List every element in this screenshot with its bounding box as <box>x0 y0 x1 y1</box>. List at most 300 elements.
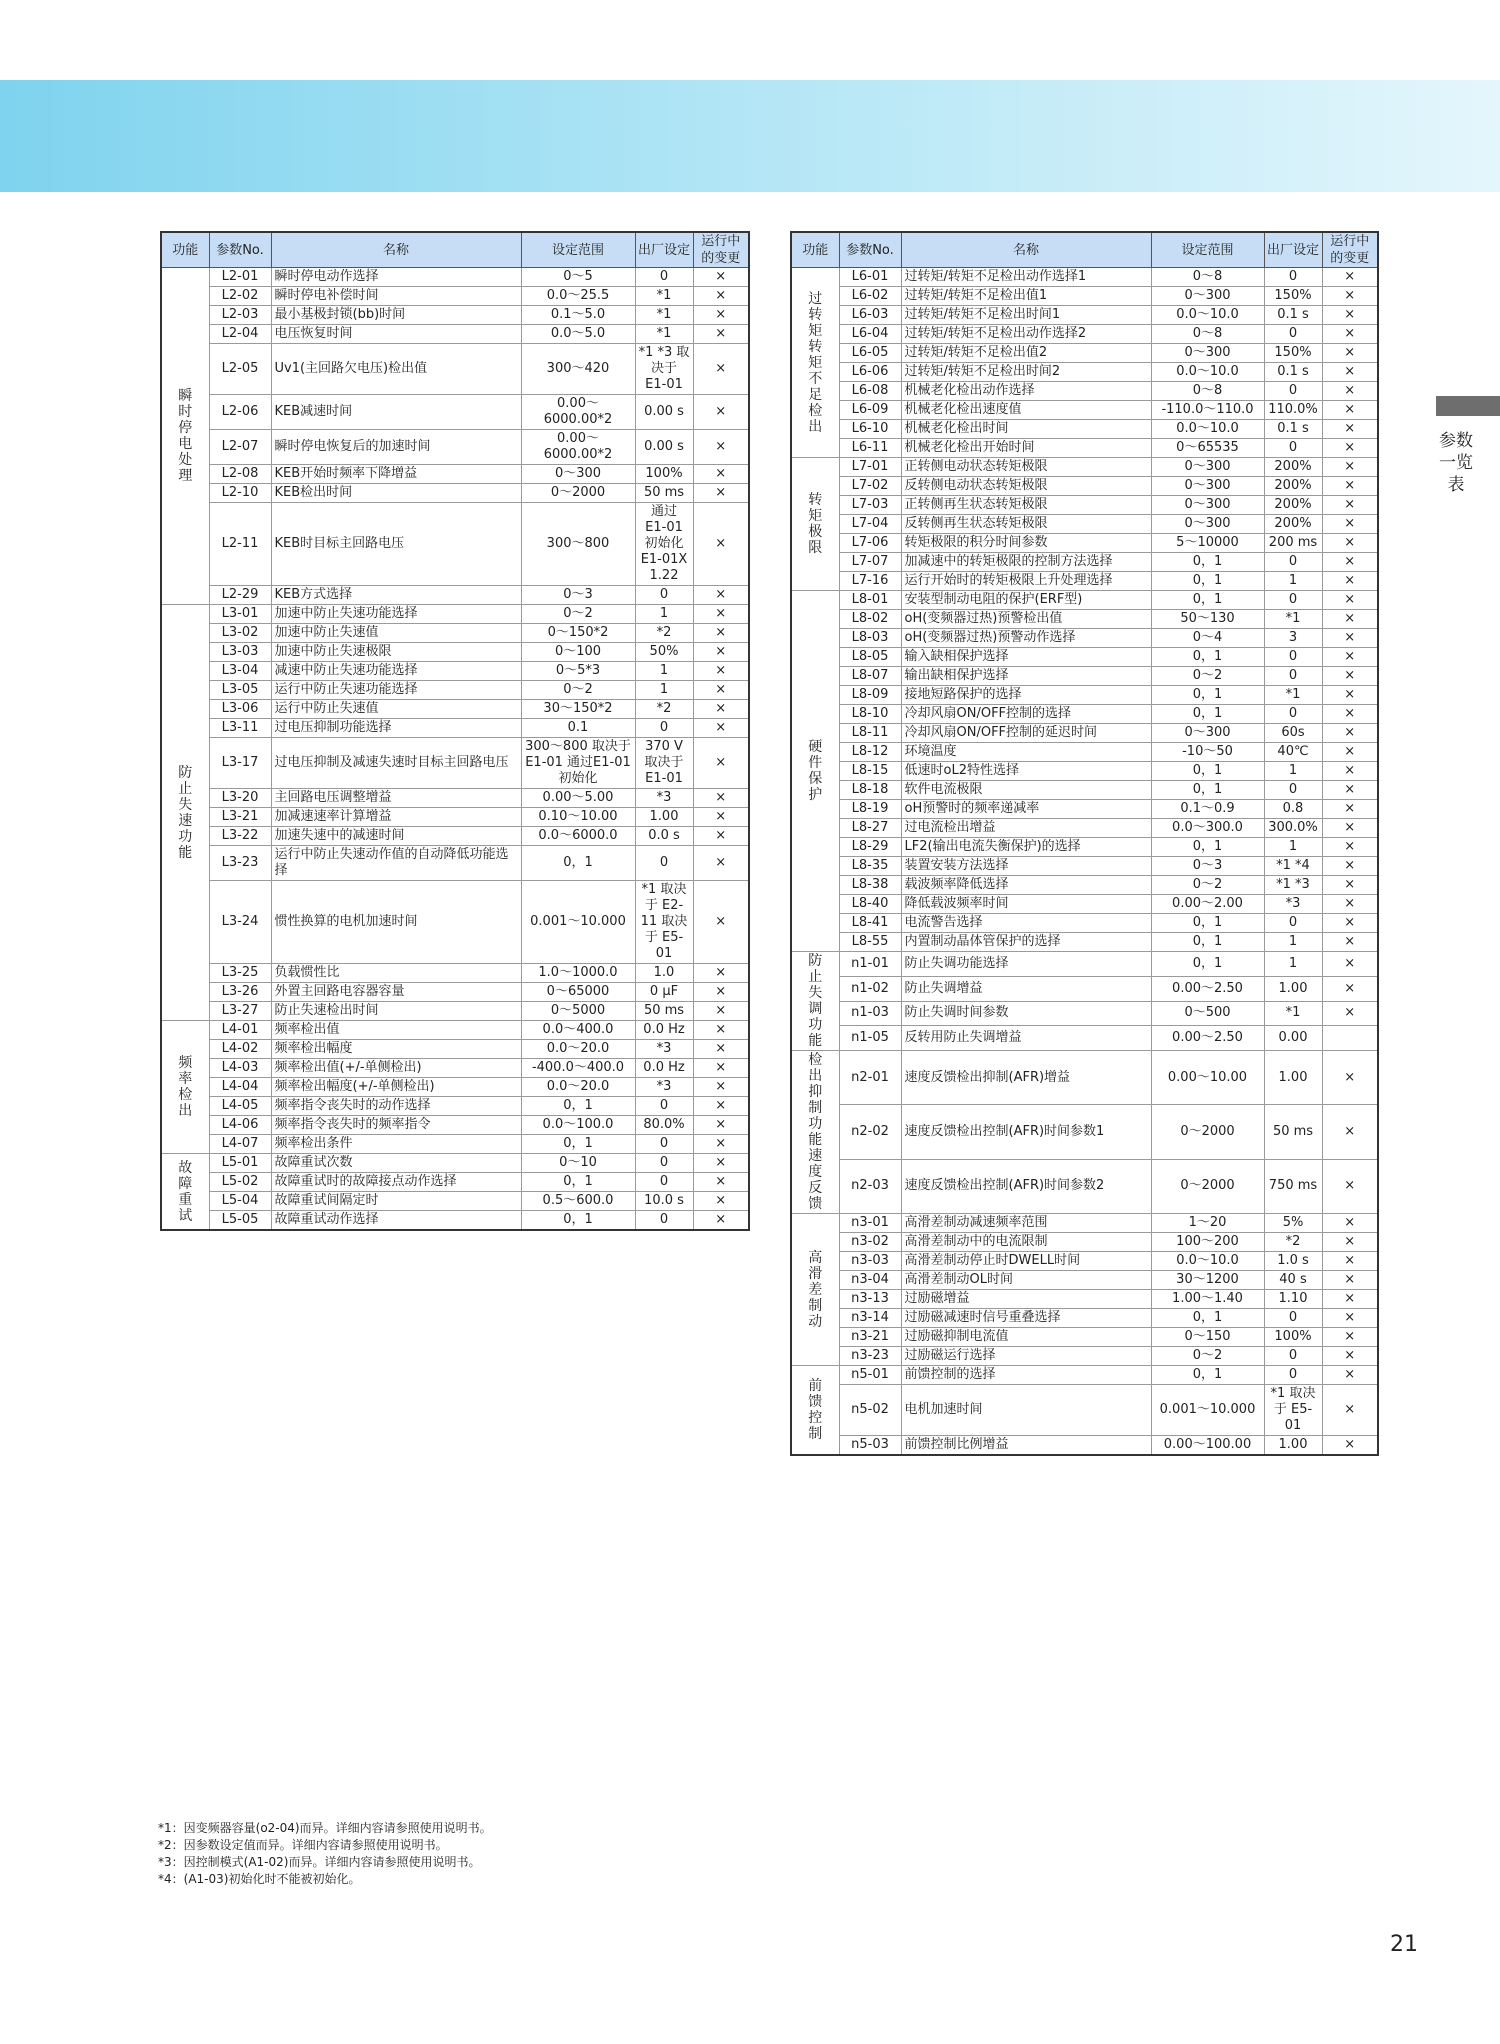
default-cell: 1.00 <box>1264 1051 1322 1105</box>
table-row <box>791 933 1378 952</box>
table-row <box>161 1040 749 1059</box>
table-row <box>791 876 1378 895</box>
function-group-label: 故障重试 <box>178 1159 193 1224</box>
range-cell: 0.0～20.0 <box>521 1078 635 1097</box>
table-row <box>161 1154 749 1173</box>
param-name-cell: 电压恢复时间 <box>271 325 521 344</box>
function-group-label: 防止失速功能 <box>178 764 193 861</box>
param-no-cell: L6-01 <box>839 268 901 287</box>
param-name-cell: 防止失调时间参数 <box>901 1001 1151 1026</box>
runtime-change-cell: × <box>1322 1436 1378 1456</box>
param-no-cell: L8-11 <box>839 724 901 743</box>
range-cell: 0.1～0.9 <box>1151 800 1264 819</box>
range-cell: 0，1 <box>521 1135 635 1154</box>
range-cell: 1.0～1000.0 <box>521 964 635 983</box>
param-name-cell: 输入缺相保护选择 <box>901 648 1151 667</box>
param-no-cell: L4-05 <box>209 1097 271 1116</box>
range-cell: 0.00～2.50 <box>1151 1026 1264 1051</box>
default-cell: 0.1 s <box>1264 363 1322 382</box>
default-cell: 1.0 s <box>1264 1252 1322 1271</box>
header-range: 设定范围 <box>521 232 635 268</box>
param-name-cell: 机械老化检出时间 <box>901 420 1151 439</box>
param-name-cell: 环境温度 <box>901 743 1151 762</box>
table-row <box>791 591 1378 610</box>
table-row <box>161 465 749 484</box>
table-row <box>791 610 1378 629</box>
runtime-change-cell: × <box>1322 268 1378 287</box>
runtime-change-cell: × <box>693 1059 749 1078</box>
function-group-label: 转矩极限 <box>808 492 823 556</box>
runtime-change-cell: × <box>1322 1105 1378 1159</box>
param-name-cell: 电流警告选择 <box>901 914 1151 933</box>
param-no-cell: L3-11 <box>209 719 271 738</box>
default-cell: *3 <box>635 1078 693 1097</box>
table-row <box>161 1059 749 1078</box>
default-cell: 0.0 Hz <box>635 1059 693 1078</box>
param-name-cell: 故障重试间隔定时 <box>271 1192 521 1211</box>
default-cell: 0 <box>635 1154 693 1173</box>
table-row <box>791 553 1378 572</box>
default-cell: 1.0 <box>635 964 693 983</box>
param-name-cell: 正转侧再生状态转矩极限 <box>901 496 1151 515</box>
table-row <box>791 477 1378 496</box>
param-name-cell: 频率检出值(+/-单侧检出) <box>271 1059 521 1078</box>
param-no-cell: L8-10 <box>839 705 901 724</box>
runtime-change-cell: × <box>693 1097 749 1116</box>
default-cell: 370 V 取决于 E1-01 <box>635 738 693 789</box>
table-row <box>161 846 749 881</box>
param-name-cell: 速度反馈检出抑制(AFR)增益 <box>901 1051 1151 1105</box>
range-cell: 0～3 <box>521 586 635 605</box>
table-body-left <box>161 268 749 1231</box>
runtime-change-cell: × <box>693 306 749 325</box>
param-name-cell: 冷却风扇ON/OFF控制的延迟时间 <box>901 724 1151 743</box>
runtime-change-cell: × <box>693 484 749 503</box>
param-name-cell: 防止失调功能选择 <box>901 952 1151 977</box>
param-no-cell: L3-22 <box>209 827 271 846</box>
default-cell: 0 <box>635 1097 693 1116</box>
param-no-cell: n1-01 <box>839 952 901 977</box>
param-no-cell: n1-05 <box>839 1026 901 1051</box>
table-row <box>791 743 1378 762</box>
footnote: *1：因变频器容量(o2-04)而异。详细内容请参照使用说明书。 <box>158 1821 492 1835</box>
range-cell: 300～420 <box>521 344 635 395</box>
runtime-change-cell: × <box>1322 1233 1378 1252</box>
range-cell: -400.0～400.0 <box>521 1059 635 1078</box>
runtime-change-cell: × <box>1322 572 1378 591</box>
default-cell: 0 <box>1264 268 1322 287</box>
runtime-change-cell: × <box>693 395 749 430</box>
param-no-cell: L2-04 <box>209 325 271 344</box>
function-group-cell <box>791 1051 839 1214</box>
runtime-change-cell: × <box>693 827 749 846</box>
runtime-change-cell: × <box>1322 287 1378 306</box>
param-no-cell: L5-01 <box>209 1154 271 1173</box>
range-cell: 0～2000 <box>1151 1105 1264 1159</box>
runtime-change-cell: × <box>1322 363 1378 382</box>
table-row <box>791 382 1378 401</box>
default-cell: 1.00 <box>1264 1436 1322 1456</box>
table-header-row <box>791 232 1378 268</box>
param-no-cell: L8-15 <box>839 762 901 781</box>
table-row <box>161 503 749 586</box>
param-no-cell: n3-02 <box>839 1233 901 1252</box>
runtime-change-cell: × <box>693 465 749 484</box>
range-cell: -10～50 <box>1151 743 1264 762</box>
param-no-cell: L4-07 <box>209 1135 271 1154</box>
range-cell: 0，1 <box>1151 952 1264 977</box>
param-name-cell: 高滑差制动中的电流限制 <box>901 1233 1151 1252</box>
default-cell: 150% <box>1264 344 1322 363</box>
header-range: 设定范围 <box>1151 232 1264 268</box>
range-cell: 0.00～5.00 <box>521 789 635 808</box>
param-name-cell: 过电流检出增益 <box>901 819 1151 838</box>
range-cell: 0～300 <box>1151 287 1264 306</box>
param-name-cell: KEB时目标主回路电压 <box>271 503 521 586</box>
default-cell: 0 <box>635 268 693 287</box>
param-no-cell: L8-38 <box>839 876 901 895</box>
param-name-cell: 运行中防止失速动作值的自动降低功能选择 <box>271 846 521 881</box>
default-cell: *2 <box>1264 1233 1322 1252</box>
param-name-cell: 故障重试次数 <box>271 1154 521 1173</box>
param-name-cell: 故障重试动作选择 <box>271 1211 521 1231</box>
param-name-cell: 高滑差制动停止时DWELL时间 <box>901 1252 1151 1271</box>
table-row <box>791 838 1378 857</box>
param-no-cell: L4-04 <box>209 1078 271 1097</box>
runtime-change-cell: × <box>1322 306 1378 325</box>
default-cell: 0 <box>1264 667 1322 686</box>
table-row <box>791 1385 1378 1436</box>
header-band <box>0 80 1500 192</box>
table-row <box>791 857 1378 876</box>
param-name-cell: 频率检出幅度 <box>271 1040 521 1059</box>
table-row <box>161 325 749 344</box>
range-cell: 0.00～6000.00*2 <box>521 430 635 465</box>
runtime-change-cell: × <box>1322 1309 1378 1328</box>
param-name-cell: LF2(输出电流失衡保护)的选择 <box>901 838 1151 857</box>
param-no-cell: L8-12 <box>839 743 901 762</box>
table-row <box>161 789 749 808</box>
param-no-cell: L8-07 <box>839 667 901 686</box>
range-cell: 0～8 <box>1151 325 1264 344</box>
runtime-change-cell: × <box>693 700 749 719</box>
runtime-change-cell: × <box>1322 743 1378 762</box>
param-no-cell: n3-14 <box>839 1309 901 1328</box>
default-cell: 0.00 s <box>635 430 693 465</box>
runtime-change-cell: × <box>693 719 749 738</box>
range-cell: 0～3 <box>1151 857 1264 876</box>
table-row <box>791 686 1378 705</box>
param-name-cell: oH(变频器过热)预警动作选择 <box>901 629 1151 648</box>
param-name-cell: 防止失调增益 <box>901 976 1151 1001</box>
range-cell: 0～8 <box>1151 382 1264 401</box>
param-name-cell: 惯性换算的电机加速时间 <box>271 881 521 964</box>
range-cell: 0，1 <box>521 1097 635 1116</box>
header-runtime-change: 运行中的变更 <box>1322 232 1378 268</box>
range-cell: 0.0～10.0 <box>1151 1252 1264 1271</box>
range-cell: 0，1 <box>521 1173 635 1192</box>
param-name-cell: 接地短路保护的选择 <box>901 686 1151 705</box>
runtime-change-cell: × <box>693 738 749 789</box>
param-no-cell: L5-05 <box>209 1211 271 1231</box>
param-no-cell: L7-02 <box>839 477 901 496</box>
default-cell: 0.0 Hz <box>635 1021 693 1040</box>
table-row <box>791 781 1378 800</box>
range-cell: 0.0～400.0 <box>521 1021 635 1040</box>
param-no-cell: L4-03 <box>209 1059 271 1078</box>
range-cell: 1.00～1.40 <box>1151 1290 1264 1309</box>
param-no-cell: L6-02 <box>839 287 901 306</box>
default-cell: 0 <box>635 1135 693 1154</box>
default-cell: 50 ms <box>635 484 693 503</box>
runtime-change-cell: × <box>1322 667 1378 686</box>
default-cell: 0 <box>635 846 693 881</box>
default-cell: *1 *3 <box>1264 876 1322 895</box>
runtime-change-cell: × <box>1322 952 1378 977</box>
param-name-cell: oH预警时的频率递减率 <box>901 800 1151 819</box>
runtime-change-cell: × <box>1322 515 1378 534</box>
param-no-cell: L8-02 <box>839 610 901 629</box>
default-cell: 0 <box>635 1173 693 1192</box>
table-row <box>791 1347 1378 1366</box>
param-name-cell: 过励磁抑制电流值 <box>901 1328 1151 1347</box>
param-no-cell: L7-03 <box>839 496 901 515</box>
param-no-cell: L3-26 <box>209 983 271 1002</box>
param-no-cell: L2-07 <box>209 430 271 465</box>
default-cell: 0 <box>1264 914 1322 933</box>
default-cell: 5% <box>1264 1214 1322 1233</box>
range-cell: 30～1200 <box>1151 1271 1264 1290</box>
table-body-right <box>791 268 1378 1456</box>
default-cell: 1 <box>1264 762 1322 781</box>
range-cell: 0.0～100.0 <box>521 1116 635 1135</box>
table-row <box>791 1271 1378 1290</box>
table-row <box>791 952 1378 977</box>
runtime-change-cell: × <box>1322 1159 1378 1213</box>
default-cell: 0.00 s <box>635 395 693 430</box>
function-group-cell <box>161 1021 209 1154</box>
range-cell: 0，1 <box>1151 781 1264 800</box>
runtime-change-cell: × <box>1322 686 1378 705</box>
table-row <box>791 496 1378 515</box>
range-cell: 0～2000 <box>1151 1159 1264 1213</box>
default-cell: 1.10 <box>1264 1290 1322 1309</box>
runtime-change-cell: × <box>1322 976 1378 1001</box>
runtime-change-cell: × <box>693 662 749 681</box>
default-cell: *3 <box>635 789 693 808</box>
range-cell: 0.00～6000.00*2 <box>521 395 635 430</box>
runtime-change-cell: × <box>693 344 749 395</box>
runtime-change-cell: × <box>1322 629 1378 648</box>
param-no-cell: L4-01 <box>209 1021 271 1040</box>
runtime-change-cell: × <box>693 624 749 643</box>
range-cell: 0～300 <box>1151 515 1264 534</box>
function-group-label: 高滑差制动 <box>808 1249 823 1330</box>
default-cell: 0 <box>1264 325 1322 344</box>
param-name-cell: 运行开始时的转矩极限上升处理选择 <box>901 572 1151 591</box>
table-row <box>791 363 1378 382</box>
range-cell: 0，1 <box>1151 933 1264 952</box>
function-group-label: 防止失调功能 <box>808 953 823 1049</box>
runtime-change-cell: × <box>1322 439 1378 458</box>
table-row <box>161 1116 749 1135</box>
param-no-cell: L5-04 <box>209 1192 271 1211</box>
range-cell: 0，1 <box>521 846 635 881</box>
range-cell: 0～5 <box>521 268 635 287</box>
range-cell: 0.0～6000.0 <box>521 827 635 846</box>
default-cell: 1 <box>635 605 693 624</box>
runtime-change-cell: × <box>693 1135 749 1154</box>
param-name-cell: 电机加速时间 <box>901 1385 1151 1436</box>
runtime-change-cell: × <box>1322 591 1378 610</box>
default-cell: *1 <box>1264 610 1322 629</box>
param-name-cell: KEB检出时间 <box>271 484 521 503</box>
param-no-cell: L6-08 <box>839 382 901 401</box>
runtime-change-cell: × <box>693 325 749 344</box>
runtime-change-cell: × <box>1322 1001 1378 1026</box>
default-cell: 40℃ <box>1264 743 1322 762</box>
param-no-cell: L8-35 <box>839 857 901 876</box>
range-cell: 0，1 <box>1151 1309 1264 1328</box>
header-name: 名称 <box>901 232 1151 268</box>
default-cell: 1 <box>1264 572 1322 591</box>
param-name-cell: 加速失速中的减速时间 <box>271 827 521 846</box>
param-name-cell: KEB开始时频率下降增益 <box>271 465 521 484</box>
param-name-cell: KEB减速时间 <box>271 395 521 430</box>
range-cell: 100～200 <box>1151 1233 1264 1252</box>
table-row <box>791 534 1378 553</box>
range-cell: 0～300 <box>1151 477 1264 496</box>
param-no-cell: L3-06 <box>209 700 271 719</box>
table-row <box>161 1135 749 1154</box>
range-cell: 0～2 <box>1151 667 1264 686</box>
param-name-cell: 过转矩/转矩不足检出动作选择1 <box>901 268 1151 287</box>
range-cell: 0，1 <box>1151 553 1264 572</box>
param-no-cell: L3-17 <box>209 738 271 789</box>
param-name-cell: 过转矩/转矩不足检出动作选择2 <box>901 325 1151 344</box>
param-name-cell: 负载惯性比 <box>271 964 521 983</box>
param-name-cell: 内置制动晶体管保护的选择 <box>901 933 1151 952</box>
function-group-cell <box>791 1366 839 1456</box>
param-name-cell: 加速中防止失速值 <box>271 624 521 643</box>
param-no-cell: L4-06 <box>209 1116 271 1135</box>
param-no-cell: L8-41 <box>839 914 901 933</box>
runtime-change-cell: × <box>693 1192 749 1211</box>
function-group-label: 频率检出 <box>178 1055 193 1119</box>
table-row <box>791 1290 1378 1309</box>
header-param-no: 参数No. <box>839 232 901 268</box>
runtime-change-cell: × <box>693 287 749 306</box>
table-row <box>161 344 749 395</box>
param-no-cell: n2-03 <box>839 1159 901 1213</box>
param-no-cell: n5-03 <box>839 1436 901 1456</box>
default-cell: 10.0 s <box>635 1192 693 1211</box>
param-name-cell: Uv1(主回路欠电压)检出值 <box>271 344 521 395</box>
param-name-cell: 反转侧电动状态转矩极限 <box>901 477 1151 496</box>
runtime-change-cell: × <box>1322 325 1378 344</box>
range-cell: 0～10 <box>521 1154 635 1173</box>
runtime-change-cell: × <box>1322 876 1378 895</box>
default-cell: *3 <box>1264 895 1322 914</box>
default-cell: 0 <box>1264 1347 1322 1366</box>
function-group-cell <box>791 1214 839 1366</box>
param-name-cell: 速度反馈检出控制(AFR)时间参数1 <box>901 1105 1151 1159</box>
param-no-cell: L3-03 <box>209 643 271 662</box>
table-row <box>791 325 1378 344</box>
param-name-cell: 加速中防止失速极限 <box>271 643 521 662</box>
param-no-cell: L3-25 <box>209 964 271 983</box>
range-cell: 0～4 <box>1151 629 1264 648</box>
runtime-change-cell: × <box>1322 933 1378 952</box>
function-group-cell <box>161 268 209 605</box>
table-row <box>161 287 749 306</box>
runtime-change-cell: × <box>1322 838 1378 857</box>
default-cell: 110.0% <box>1264 401 1322 420</box>
parameter-table-right <box>790 231 1379 1456</box>
param-name-cell: 降低载波频率时间 <box>901 895 1151 914</box>
table-row <box>161 738 749 789</box>
table-row <box>161 827 749 846</box>
default-cell: *1 <box>635 325 693 344</box>
runtime-change-cell: × <box>693 1173 749 1192</box>
default-cell: *1 <box>1264 686 1322 705</box>
table-row <box>161 643 749 662</box>
runtime-change-cell: × <box>693 503 749 586</box>
param-no-cell: L6-10 <box>839 420 901 439</box>
runtime-change-cell: × <box>1322 1385 1378 1436</box>
runtime-change-cell: × <box>1322 1347 1378 1366</box>
runtime-change-cell <box>1322 1026 1378 1051</box>
function-group-label: 检出抑制功能 速度反馈 <box>808 1052 823 1212</box>
range-cell: 0.00～2.50 <box>1151 976 1264 1001</box>
runtime-change-cell: × <box>693 789 749 808</box>
table-row <box>791 1366 1378 1385</box>
param-name-cell: KEB方式选择 <box>271 586 521 605</box>
table-row <box>161 624 749 643</box>
param-no-cell: n1-02 <box>839 976 901 1001</box>
default-cell: 0 <box>1264 591 1322 610</box>
table-row <box>791 819 1378 838</box>
param-no-cell: n3-04 <box>839 1271 901 1290</box>
default-cell: 0.1 s <box>1264 306 1322 325</box>
table-row <box>791 1159 1378 1213</box>
footnotes <box>158 1820 492 1888</box>
default-cell: 0 <box>1264 553 1322 572</box>
table-row <box>161 586 749 605</box>
range-cell: 0～150*2 <box>521 624 635 643</box>
table-row <box>791 401 1378 420</box>
header-name: 名称 <box>271 232 521 268</box>
default-cell: *1 *3 取决于 E1-01 <box>635 344 693 395</box>
range-cell: 0，1 <box>521 1211 635 1231</box>
runtime-change-cell: × <box>693 681 749 700</box>
table-row <box>791 1233 1378 1252</box>
range-cell: 0～2000 <box>521 484 635 503</box>
param-no-cell: L2-11 <box>209 503 271 586</box>
table-row <box>161 662 749 681</box>
param-no-cell: L3-02 <box>209 624 271 643</box>
function-group-label: 硬件保护 <box>808 739 823 803</box>
range-cell: 0，1 <box>1151 591 1264 610</box>
param-name-cell: 机械老化检出动作选择 <box>901 382 1151 401</box>
table-row <box>791 1309 1378 1328</box>
runtime-change-cell: × <box>693 846 749 881</box>
table-row <box>791 1051 1378 1105</box>
runtime-change-cell: × <box>1322 610 1378 629</box>
runtime-change-cell: × <box>1322 781 1378 800</box>
param-name-cell: 减速中防止失速功能选择 <box>271 662 521 681</box>
runtime-change-cell: × <box>693 605 749 624</box>
